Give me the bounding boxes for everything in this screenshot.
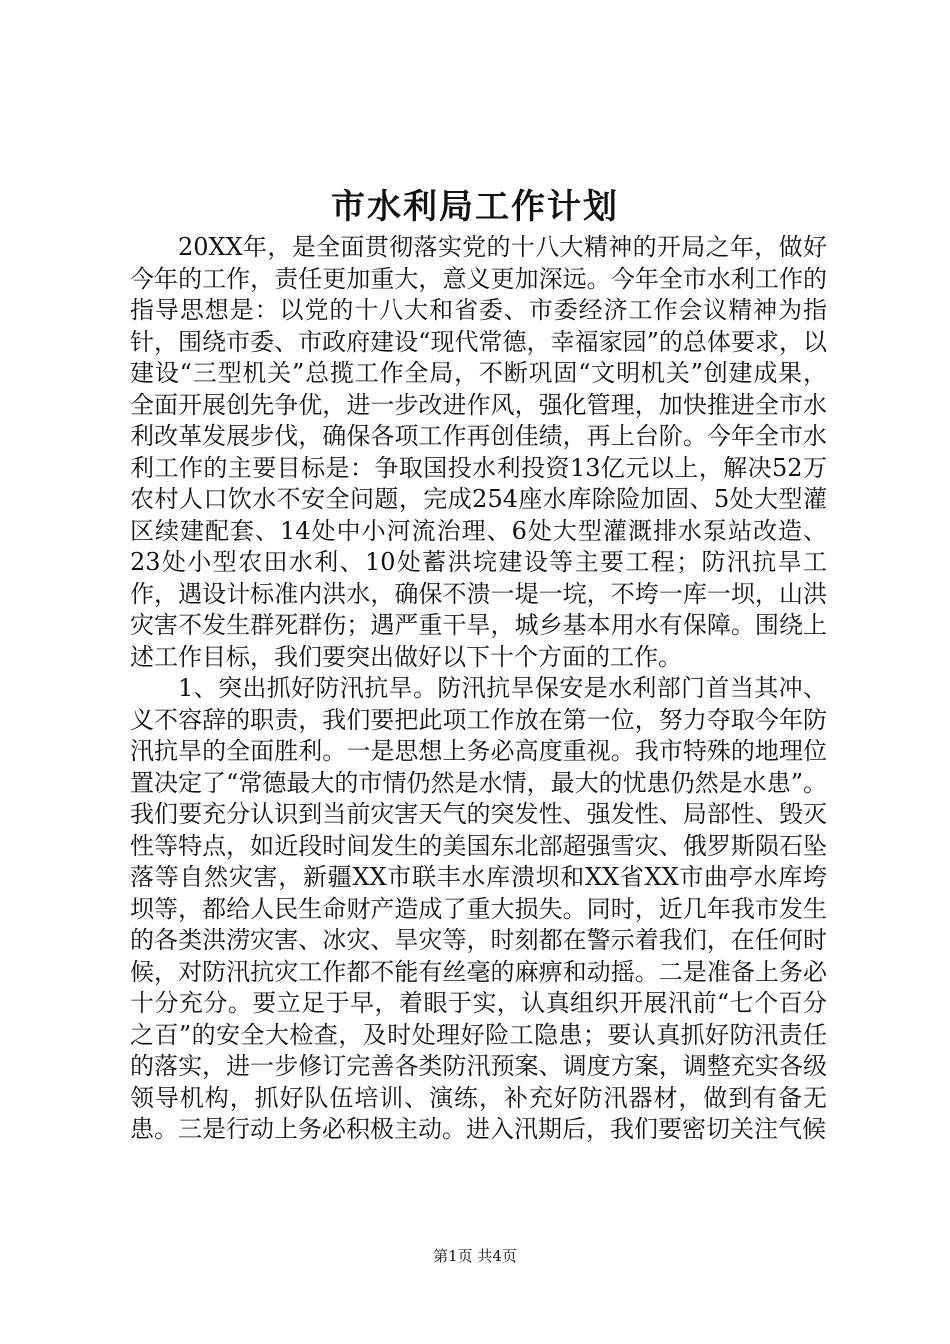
page-number-footer: 第1页 共4页 <box>433 1247 517 1265</box>
document-title: 市水利局工作计划 <box>331 187 619 227</box>
paragraph-intro: 20XX年，是全面贯彻落实党的十八大精神的开局之年，做好今年的工作，责任更加重大，意义更加深远。今年全市水利工作的指导思想是：以党的十八大和省委、市委经济工作会议精神为指针，围绕市委、市政府建设“现代常德，幸福家园”的总体要求，以建设“三型机关”总揽工作全局，不断巩固“文明机关”创建成果，全面开展创先争优，进一步改进作风，强化管理，加快推进全市水利改革发展步伐，确保各项工作再创佳绩，再上台阶。今年全市水利工作的主要目标是：争取国投水利投资13亿元以上，解决52万农村人口饮水不安全问题，完成254座水库除险加固、5处大型灌区续建配套、14处中小河流治理、6处大型灌溉排水泵站改造、23处小型农田水利、10处蓄洪垸建设等主要工程；防汛抗旱工作，遇设计标准内洪水，确保不溃一堤一垸，不垮一库一坝，山洪灾害不发生群死群伤；遇严重干旱，城乡基本用水有保障。围绕上述工作目标，我们要突出做好以下十个方面的工作。 <box>130 233 827 671</box>
document-body <box>130 232 827 1146</box>
paragraph-flood-control: 1、突出抓好防汛抗旱。防汛抗旱保安是水利部门首当其冲、义不容辞的职责，我们要把此项工作放在第一位，努力夺取今年防汛抗旱的全面胜利。一是思想上务必高度重视。我市特殊的地理位置决定了“常德最大的市情仍然是水情，最大的忧患仍然是水患”。我们要充分认识到当前灾害天气的突发性、强发性、局部性、毁灭性等特点，如近段时间发生的美国东北部超强雪灾、俄罗斯陨石坠落等自然灾害，新疆XX市联丰水库溃坝和XX省XX市曲亭水库垮坝等，都给人民生命财产造成了重大损失。同时，近几年我市发生的各类洪涝灾害、冰灾、旱灾等，时刻都在警示着我们，在任何时候，对防汛抗灾工作都不能有丝毫的麻痹和动摇。二是准备上务必十分充分。要立足于早，着眼于实，认真组织开展汛前“七个百分之百”的安全大检查，及时处理好险工隐患；要认真抓好防汛责任的落实，进一步修订完善各类防汛预案、调度方案，调整充实各级领导机构，抓好队伍培训、演练，补充好防汛器材，做到有备无患。三是行动上务必积极主动。进入汛期后，我们要密切关注气候 <box>130 674 827 1143</box>
